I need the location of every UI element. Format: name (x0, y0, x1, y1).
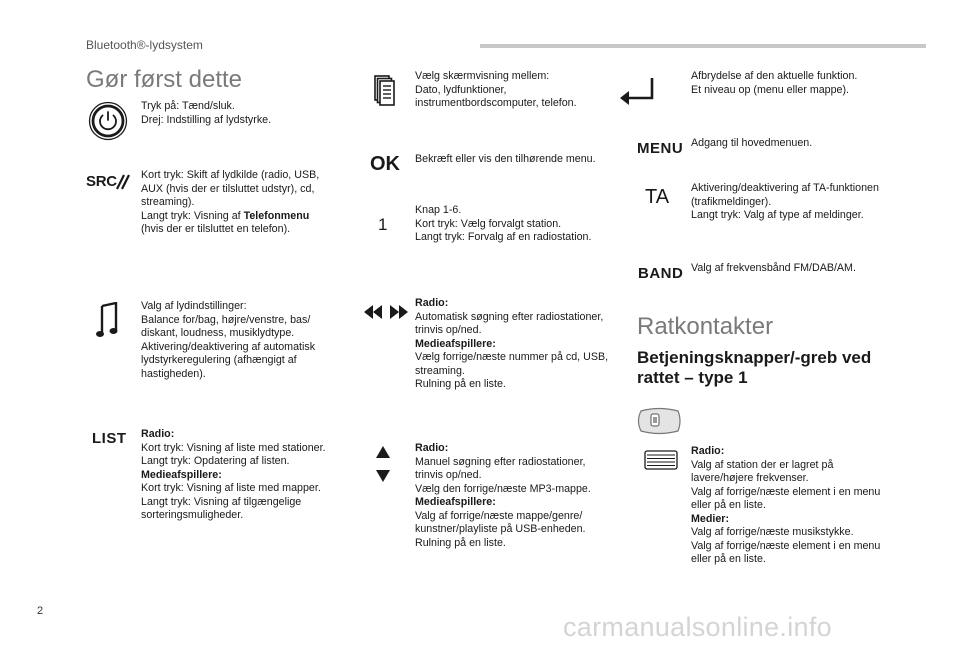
wheel-radio-text: Valg af station der er lagret på lavere/højere frekvenser. Valg af forrige/næste element i en menu eller på en liste. (691, 458, 881, 511)
section-title-steering: Ratkontakter (637, 313, 774, 340)
seek-media-heading: Medieafspillere: (415, 337, 496, 350)
back-description: Afbrydelse af den aktuelle funktion. Et niveau op (menu eller mappe). (691, 70, 858, 96)
ta-description: Aktivering/deaktivering af TA-funktionen (trafikmeldinger). Langt tryk: Valg af type af meldinger. (691, 182, 879, 221)
list-button-label: LIST (92, 430, 127, 447)
wheel-media-text: Valg af forrige/næste musikstykke. Valg af forrige/næste element i en menu eller på en liste. (691, 526, 881, 565)
updown-radio-heading: Radio: (415, 442, 449, 454)
page-number: 2 (37, 605, 44, 617)
preset-1-label: 1 (378, 215, 388, 234)
seek-radio-heading: Radio: (415, 297, 449, 309)
power-description: Tryk på: Tænd/sluk. Drej: Indstilling af lydstyrke. (141, 100, 272, 126)
display-screens-icon (372, 74, 396, 106)
seek-radio-text: Automatisk søgning efter radiostationer, trinvis op/ned. (415, 310, 604, 336)
steering-control-icon (636, 406, 682, 436)
ok-button-label: OK (370, 153, 400, 175)
menu-description: Adgang til hovedmenuen. (691, 137, 813, 149)
list-media-text: Kort tryk: Visning af liste med mapper. Langt tryk: Visning af tilgængelige sorteringsmuligheder. (141, 482, 321, 521)
seek-left-right-icon (364, 304, 408, 320)
band-description: Valg af frekvensbånd FM/DAB/AM. (691, 262, 856, 274)
updown-radio-text: Manuel søgning efter radiostationer, trinvis op/ned. Vælg den forrige/næste MP3-mappe. (415, 455, 591, 495)
menu-button-label: MENU (637, 140, 684, 157)
back-arrow-icon (620, 76, 656, 106)
list-media-heading: Medieafspillere: (141, 468, 222, 481)
seek-media-text: Vælg forrige/næste nummer på cd, USB, streaming. Rulning på en liste. (415, 351, 609, 390)
src-description: Kort tryk: Skift af lydkilde (radio, USB, AUX (hvis der er tilsluttet udstyr), cd, streaming). Langt tryk: Visning af Telefonmenu (hvis der er tilsluttet en telefon). (141, 169, 320, 235)
list-radio-heading: Radio: (141, 428, 175, 440)
list-radio-text: Kort tryk: Visning af liste med stationer. Langt tryk: Opdatering af listen. (141, 441, 326, 467)
ta-button-label: TA (645, 186, 670, 208)
section-header: Bluetooth®-lydsystem (86, 38, 203, 52)
section-subtitle-steering: Betjeningsknapper/-greb ved rattet – type 1 (637, 348, 872, 387)
header-divider (480, 44, 926, 48)
updown-media-heading: Medieafspillere: (415, 496, 496, 508)
display-description: Vælg skærmvisning mellem: Dato, lydfunktioner, instrumentbordscomputer, telefon. (415, 70, 577, 109)
ok-description: Bekræft eller vis den tilhørende menu. (415, 153, 596, 165)
wheel-media-heading: Medier: (691, 512, 730, 525)
thumbwheel-icon (644, 450, 678, 470)
band-button-label: BAND (638, 265, 684, 282)
watermark: carmanualsonline.info (563, 612, 832, 642)
up-down-arrows-icon (375, 446, 391, 482)
slash-icon (114, 172, 134, 192)
src-label: SRC (86, 173, 117, 190)
music-note-icon (96, 302, 118, 338)
power-knob-icon (88, 101, 128, 141)
preset-description: Knap 1-6. Kort tryk: Vælg forvalgt station. Langt tryk: Forvalg af en radiostation. (415, 204, 592, 243)
wheel-radio-heading: Radio: (691, 445, 725, 457)
page-title: Gør først dette (86, 66, 243, 93)
updown-media-text: Valg af forrige/næste mappe/genre/ kunstner/playliste på USB-enheden. Rulning på en liste. (415, 509, 586, 549)
audio-settings-description: Valg af lydindstillinger: Balance for/bag, højre/venstre, bas/ diskant, loudness, musiklydtype. Aktivering/deaktivering af automatisk lydstyrkeregulering (afhængigt af hastigheden). (141, 300, 316, 380)
src-button-icon (86, 173, 132, 193)
